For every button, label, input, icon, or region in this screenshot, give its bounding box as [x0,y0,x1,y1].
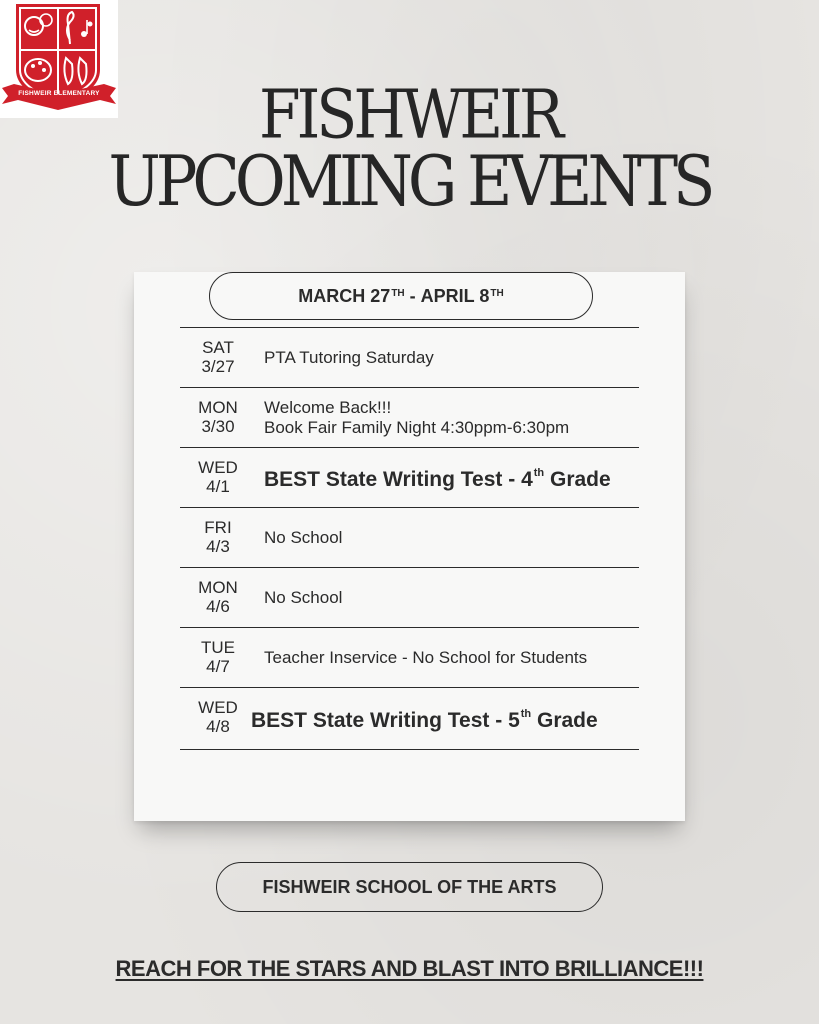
event-description [264,448,611,507]
date-range-separator: - [409,285,416,306]
event-row [180,327,639,387]
event-text-tail: Grade [531,709,598,732]
event-day [180,458,256,496]
event-weekday: MON [198,398,238,417]
event-date: 4/8 [206,717,230,736]
event-row [180,507,639,567]
page-title-line-1: FISHWEIR [258,76,561,155]
event-day [180,638,256,676]
event-day [180,698,256,736]
event-weekday: SAT [202,338,234,357]
event-date: 3/30 [201,417,235,436]
event-line: PTA Tutoring Saturday [264,347,434,367]
event-date: 4/1 [206,477,230,496]
school-name-pill: FISHWEIR SCHOOL OF THE ARTS [216,862,603,912]
events-list [180,327,639,750]
event-date: 4/6 [206,597,230,616]
event-row [180,687,639,750]
event-description [264,628,587,687]
event-description [264,508,342,567]
events-card [134,272,685,821]
event-weekday: MON [198,578,238,597]
event-day [180,338,256,376]
event-line: Book Fair Family Night 4:30ppm-6:30pm [264,417,570,437]
event-text-tail: Grade [544,468,611,491]
event-description [264,388,569,447]
event-weekday: WED [198,698,238,717]
tagline: REACH FOR THE STARS AND BLAST INTO BRILLIANCE!!! [115,956,704,981]
event-weekday: TUE [201,638,235,657]
event-date: 4/3 [206,537,230,556]
event-row [180,567,639,627]
event-day [180,518,256,556]
logo-text: FISHWEIR ELEMENTARY [18,90,100,97]
event-text: BEST State Writing Test - 4 [264,468,533,491]
event-line: No School [264,527,343,547]
event-line [264,465,611,490]
event-day [180,398,256,436]
event-day [180,578,256,616]
event-description [264,568,342,627]
event-row [180,447,639,507]
date-range-pill [209,272,593,320]
date-range-start: MARCH 27 [298,285,391,306]
event-weekday: WED [198,458,238,477]
event-date: 4/7 [206,657,230,676]
date-range-end: APRIL 8 [420,285,490,306]
event-ordinal-suffix: th [533,467,545,479]
event-row [180,627,639,687]
event-date: 3/27 [201,357,235,376]
event-line: No School [264,587,343,607]
event-row [180,387,639,447]
event-description [264,328,434,387]
event-line: Welcome Back!!! [264,397,392,417]
event-description [251,688,598,749]
page-title-line-2: UPCOMING EVENTS [108,140,711,222]
date-range-end-suffix: TH [490,287,504,299]
event-ordinal-suffix: th [520,708,532,720]
date-range-start-suffix: TH [391,287,405,299]
event-text: BEST State Writing Test - 5 [251,709,520,732]
event-line: Teacher Inservice - No School for Students [264,647,588,667]
event-line [251,706,598,731]
event-weekday: FRI [204,518,232,537]
